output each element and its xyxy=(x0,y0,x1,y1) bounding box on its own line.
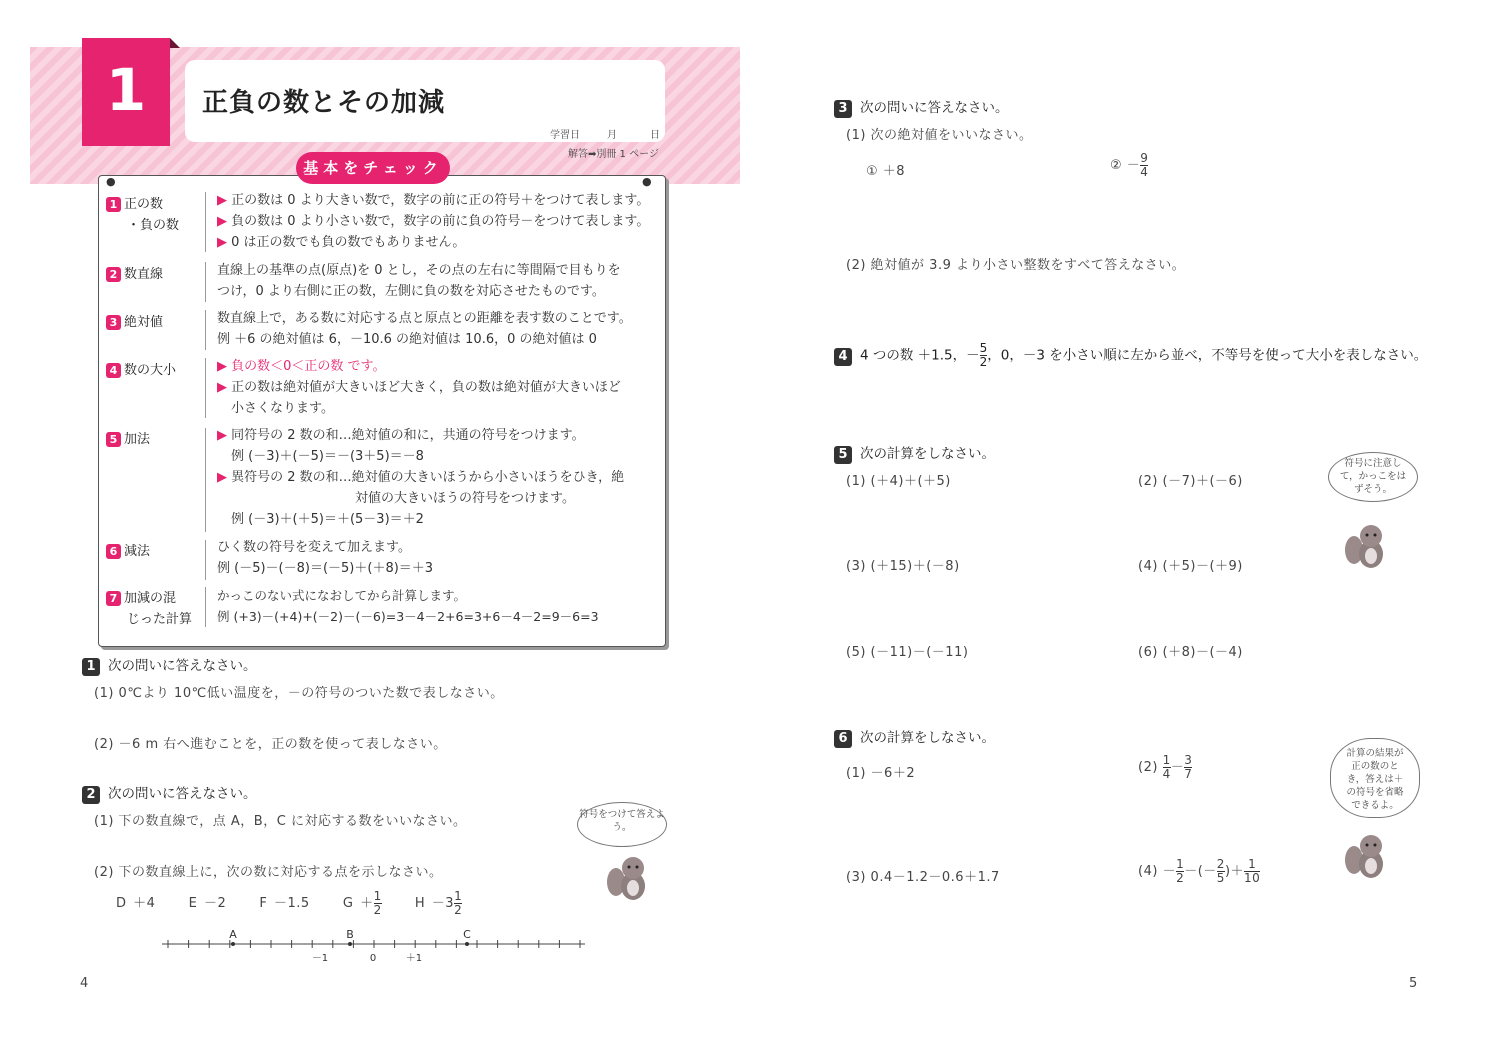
divider xyxy=(205,262,206,302)
question-5-item-5: (5) (－11)－(－11) xyxy=(846,645,969,660)
question-5-heading: 5 次の計算をしなさい。 xyxy=(834,442,995,464)
question-5-item-1: (1) (＋4)＋(＋5) xyxy=(846,474,951,489)
divider xyxy=(205,540,206,580)
check-row-text-6: ひく数の符号を変えて加えます。 例 (－5)－(－8)＝(－5)＋(＋8)＝＋3 xyxy=(217,540,434,576)
point-c xyxy=(465,942,469,946)
unit-number: 1 xyxy=(105,56,147,124)
tick-label-minus1: －1 xyxy=(311,953,329,964)
question-3-sub-1: (1) 次の絶対値をいいなさい。 xyxy=(846,128,1033,143)
check-row-label-5: 5 加法 xyxy=(106,428,150,447)
page-number-right: 5 xyxy=(1409,976,1418,991)
question-1-heading: 1 次の問いに答えなさい。 xyxy=(82,654,257,676)
check-row-label-7b: じった計算 xyxy=(127,612,193,627)
pushpin-icon: ● xyxy=(106,175,116,188)
check-row-text-7: かっこのない式になおしてから計算します。 例 (+3)－(+4)+(－2)－(－6)=3－4－2+6=3+6－4－2=9－6=3 xyxy=(217,588,599,624)
page-title: 正負の数とその加減 xyxy=(202,88,446,118)
check-row-text-3: 数直線上で，ある数に対応する点と原点との距離を表す数のことです。 例 ＋6 の絶対値は 6，－10.6 の絶対値は 10.6，0 の絶対値は 0 xyxy=(217,311,632,347)
question-4-heading: 4 4 つの数 ＋1.5，$-\frac{5}{2}$ ，0，－3 を小さい順に左から並べ，不等号を使って大小を表しなさい。 xyxy=(834,342,1427,369)
question-6-item-3: (3) 0.4－1.2－0.6＋1.7 xyxy=(846,870,1000,885)
point-list: D ＋4 E －2 F －1.5 $G +\frac{1}{2}$ $H -3\frac{1}{2}$ xyxy=(116,889,463,917)
question-1-item-2: (2) －6 m 右へ進むことを，正の数を使って表しなさい。 xyxy=(94,737,447,752)
question-6-item-2: $(2) \frac{1}{4}$ $-\frac{3}{7}$ xyxy=(1138,753,1193,781)
unit-number-tab xyxy=(82,38,170,146)
tab-fold xyxy=(170,38,180,48)
squirrel-mascot-icon xyxy=(1344,520,1390,572)
squirrel-mascot-icon xyxy=(606,852,652,904)
point-a xyxy=(231,942,235,946)
number-line xyxy=(160,926,590,966)
month-label: 月 xyxy=(607,130,617,141)
divider xyxy=(205,428,206,532)
question-2-item-1: (1) 下の数直線で，点 A，B，C に対応する数をいいなさい。 xyxy=(94,814,467,829)
divider xyxy=(205,192,206,252)
check-row-text-1: ▶ 正の数は 0 より大きい数で，数字の前に正の符号＋をつけて表します。 ▶ 負の数は 0 より小さい数で，数字の前に負の符号－をつけて表します。 ▶ 0 は正の数でも負の数でもありません。 xyxy=(217,193,650,250)
check-row-text-4: ▶ 負の数＜0＜正の数 です。 ▶ 正の数は絶対値が大きいほど大きく，負の数は絶対値が大きいほど 小さくなります。 xyxy=(217,359,621,416)
question-2-heading: 2 次の問いに答えなさい。 xyxy=(82,782,257,804)
question-5-item-2: (2) (－7)＋(－6) xyxy=(1138,474,1243,489)
check-row-label-6: 6 減法 xyxy=(106,540,150,559)
question-5-item-4: (4) (＋5)－(＋9) xyxy=(1138,559,1243,574)
question-1-item-1: (1) 0℃より 10℃低い温度を，－の符号のついた数で表しなさい。 xyxy=(94,686,504,701)
divider xyxy=(205,358,206,418)
question-3-a1: ① ＋8 xyxy=(866,164,906,179)
check-row-label-1b: ・負の数 xyxy=(127,218,180,233)
check-row-label-7: 7 加減の混 xyxy=(106,587,176,606)
hint-bubble-2: 符号に注意して，かっこをはずそう。 xyxy=(1328,452,1418,502)
label-c: C xyxy=(463,928,471,941)
day-label: 日 xyxy=(650,130,660,141)
question-6-item-4: $(4) -\frac{1}{2}$ $-(-\frac{2}{5}$ )$+\frac{1}{10}$ xyxy=(1138,857,1261,885)
question-3-a2: ② $-\frac{9}{4}$ xyxy=(1110,151,1149,179)
question-5-item-6: (6) (＋8)－(－4) xyxy=(1138,645,1243,660)
question-6-item-1: (1) －6＋2 xyxy=(846,766,916,781)
pushpin-icon: ● xyxy=(642,175,652,188)
check-row-text-5: ▶ 同符号の 2 数の和…絶対値の和に，共通の符号をつけます。 例 (－3)＋(－5)＝－(3＋5)＝－8 ▶ 異符号の 2 数の和…絶対値の大きいほうから小さいほうをひき，絶 対値の大きいほうの符号をつけます。 例 (－3)＋(＋5)＝＋(5－3)＝＋2 xyxy=(217,428,625,527)
check-row-label-3: 3 絶対値 xyxy=(106,311,163,330)
question-5-item-3: (3) (＋15)＋(－8) xyxy=(846,559,960,574)
tick-label-0: 0 xyxy=(369,953,377,964)
check-row-label-1: 1 正の数 xyxy=(106,193,163,212)
label-b: B xyxy=(346,928,354,941)
hint-bubble-3: 計算の結果が正の数のとき，答えは＋の符号を省略できるよ。 xyxy=(1330,738,1420,818)
question-3-heading: 3 次の問いに答えなさい。 xyxy=(834,96,1009,118)
check-row-text-2: 直線上の基準の点(原点)を 0 とし，その点の左右に等間隔で目もりを つけ，0 より右側に正の数，左側に負の数を対応させたものです。 xyxy=(217,263,621,299)
label-a: A xyxy=(229,928,237,941)
check-row-label-4: 4 数の大小 xyxy=(106,359,176,378)
study-date-label: 学習日 xyxy=(550,130,580,141)
check-row-label-2: 2 数直線 xyxy=(106,263,163,282)
hint-bubble-1: 符号をつけて答えよう。 xyxy=(577,802,667,847)
question-3-sub-2: (2) 絶対値が 3.9 より小さい整数をすべて答えなさい。 xyxy=(846,258,1186,273)
divider xyxy=(205,587,206,627)
point-b xyxy=(348,942,352,946)
check-badge: 基本をチェック xyxy=(296,152,450,184)
tick-label-plus1: ＋1 xyxy=(405,953,423,964)
divider xyxy=(205,310,206,350)
page-number-left: 4 xyxy=(80,976,89,991)
answer-reference: 解答➡別冊 1 ページ xyxy=(568,149,659,160)
squirrel-mascot-icon xyxy=(1344,830,1390,882)
question-6-heading: 6 次の計算をしなさい。 xyxy=(834,726,995,748)
question-2-item-2: (2) 下の数直線上に，次の数に対応する点を示しなさい。 xyxy=(94,865,443,880)
